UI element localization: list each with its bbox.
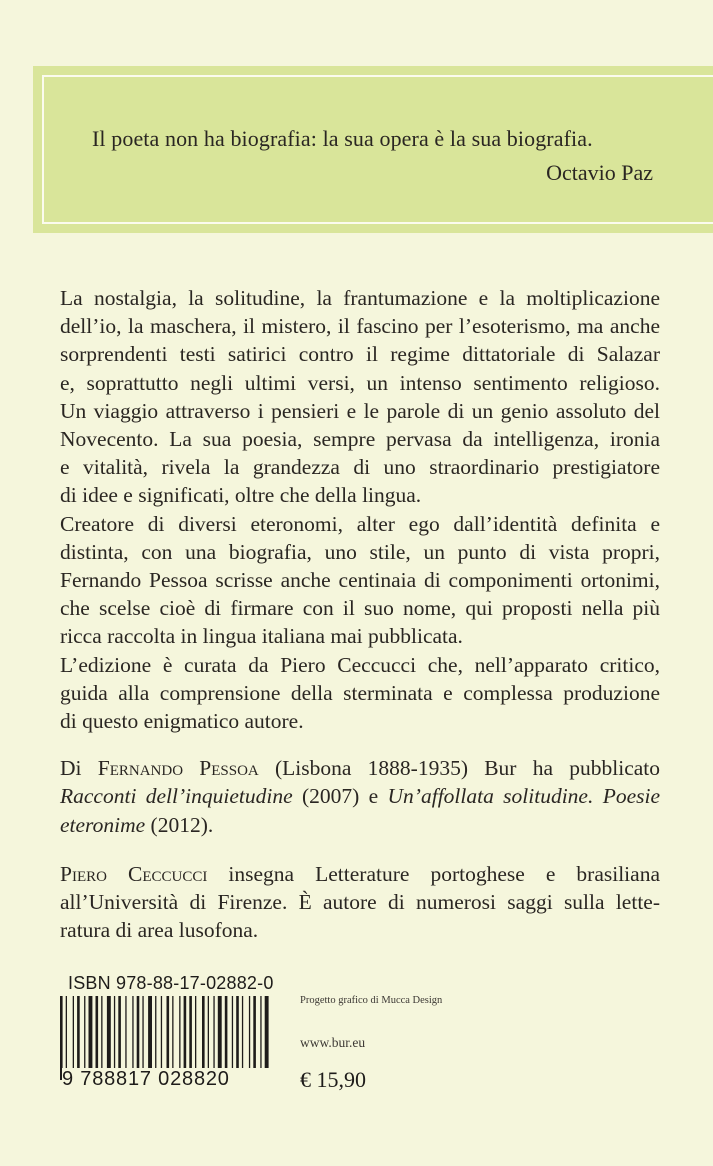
barcode-bar: [148, 996, 152, 1068]
blurb-line: L’edizione è curata da Piero Ceccucci che, nell’apparato critico,: [60, 652, 660, 677]
blurb: [60, 284, 660, 944]
editor-bio-line: ratura di area lusofona.: [60, 918, 259, 943]
design-credit: Progetto grafico di Mucca Design: [300, 995, 443, 1006]
author-bio-prefix: Di: [60, 756, 98, 781]
blurb-line: e, soprattutto negli ultimi versi, un intenso sentimento religioso.: [60, 370, 660, 395]
blurb-line: che scelse cioè di firmare con il suo nome, qui proposti nella più: [60, 596, 660, 621]
barcode-bar: [107, 996, 111, 1068]
barcode-bar: [125, 996, 126, 1068]
barcode-bar: [132, 996, 133, 1068]
epigraph-author: Octavio Paz: [546, 160, 653, 185]
barcode-bar: [172, 996, 173, 1068]
blurb-line: di questo enigmatico autore.: [60, 709, 304, 734]
barcode-bar: [232, 996, 233, 1068]
book-title: Un’affollata solitudine. Poesie: [387, 784, 660, 809]
author-bio-works: [60, 811, 660, 839]
barcode-bar: [155, 996, 156, 1068]
author-bio-text: (2007) e: [292, 784, 388, 809]
blurb-line: Novecento. La sua poesia, sempre pervasa da intelligenza, ironia: [60, 427, 660, 452]
blurb-line: sorprendenti testi satirici contro il regime dittatoriale di Salazar: [60, 342, 660, 367]
barcode-bar: [195, 996, 196, 1068]
book-title: Racconti dell’inquietudine: [60, 784, 293, 809]
barcode-bar: [179, 996, 180, 1068]
blurb-line: e vitalità, rivela la grandezza di uno straordinario prestigiatore: [60, 455, 660, 480]
barcode-bar: [253, 996, 256, 1068]
author-bio-text: (Lisbona 1888-1935) Bur ha pubblicato: [258, 756, 660, 781]
barcode-bar: [96, 996, 99, 1068]
barcode-bar: [137, 996, 140, 1068]
publisher-website[interactable]: www.bur.eu: [300, 1035, 366, 1050]
epigraph-quote: Il poeta non ha biografia: la sua opera è la sua biografia.: [92, 126, 593, 151]
blurb-line: di idee e significati, oltre che della lingua.: [60, 483, 422, 508]
blurb-line: guida alla comprensione della sterminata e complessa produzione: [60, 680, 660, 705]
blurb-line: Fernando Pessoa scrisse anche centinaia di componimenti ortonimi,: [60, 568, 660, 593]
barcode-bar: [89, 996, 93, 1068]
barcode-bar: [77, 996, 80, 1068]
author-name: Fernando Pessoa: [97, 756, 259, 781]
barcode-bar: [184, 996, 187, 1068]
barcode-bar: [142, 996, 143, 1068]
barcode-bar: [242, 996, 243, 1068]
barcode-bar: [118, 996, 121, 1068]
barcode-bar: [249, 996, 250, 1068]
barcode-bar: [114, 996, 115, 1068]
barcode-bar: [202, 996, 205, 1068]
blurb-line: distinta, con una biografia, uno stile, un punto di vista propri,: [60, 539, 660, 564]
blurb-line: Un viaggio attraverso i pensieri e le parole di un genio assoluto del: [60, 398, 660, 423]
author-bio-works: [60, 782, 660, 810]
blurb-line: dell’io, la maschera, il mistero, il fascino per l’esoterismo, ma anche: [60, 314, 660, 339]
blurb-line: ricca raccolta in lingua italiana mai pubblicata.: [60, 624, 463, 649]
barcode-bar: [218, 996, 222, 1068]
editor-bio-text: insegna Letterature portoghese e brasiliana: [207, 861, 660, 886]
author-bio: [60, 754, 660, 782]
barcode-bar: [225, 996, 228, 1068]
isbn-label: ISBN 978-88-17-02882-0: [68, 973, 274, 993]
author-bio-text: (2012).: [145, 812, 214, 837]
price: € 15,90: [300, 1067, 366, 1092]
barcode-digits: 9 788817 028820: [62, 1068, 272, 1091]
barcode-bar: [167, 996, 170, 1068]
barcode-bar: [189, 996, 192, 1068]
editor-bio: [60, 860, 660, 888]
barcode-bar: [208, 996, 209, 1068]
barcode-bar: [73, 996, 74, 1068]
barcode-bar: [213, 996, 214, 1068]
editor-bio-line: all’Università di Firenze. È autore di numerosi saggi sulla lette-: [60, 890, 660, 915]
editor-name: Piero Ceccucci: [60, 861, 208, 886]
barcode-bar: [101, 996, 102, 1068]
barcode-bar: [84, 996, 85, 1068]
barcode-bar: [236, 996, 239, 1068]
book-title: eteronime: [60, 812, 146, 837]
blurb-line: La nostalgia, la solitudine, la frantumazione e la moltiplicazione: [60, 286, 660, 310]
blurb-line: Creatore di diversi eteronomi, alter ego dall’identità definita e: [60, 511, 660, 536]
